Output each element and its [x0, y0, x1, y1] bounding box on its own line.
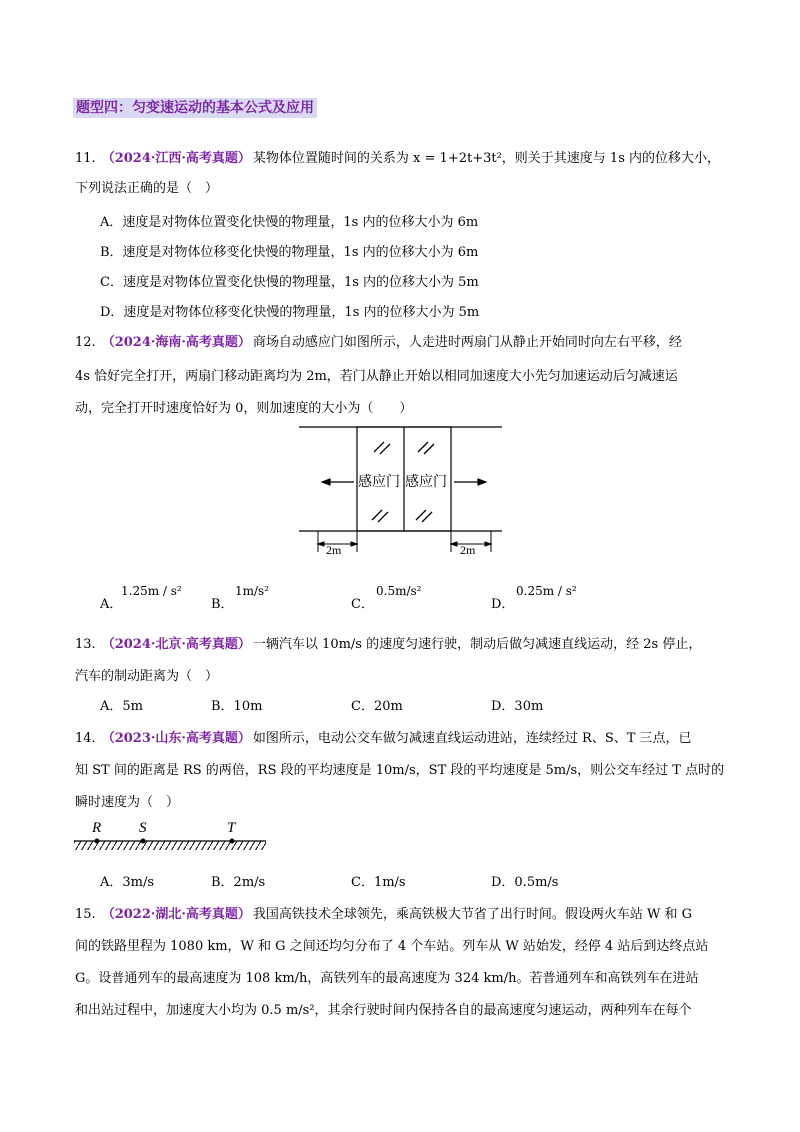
question-14 [75, 730, 692, 748]
question-15-line3: G。设普通列车的最高速度为 108 km/h，高铁列车的最高速度为 324 km/h。若普通列车和高铁列车在进站 [75, 971, 699, 986]
q14-option-b: B．2m/s [211, 875, 266, 890]
question-text: 如图所示，电动公交车做匀减速直线运动进站，连续经过 R、S、T 三点，已 [252, 731, 692, 746]
q11-option-a: A．速度是对物体位置变化快慢的物理量，1s 内的位移大小为 6m [100, 215, 479, 230]
question-text: 某物体位置随时间的关系为 x = 1+2t+3t²，则关于其速度与 1s 内的位移大小， [252, 151, 721, 166]
question-14-line2: 知 ST 间的距离是 RS 的两倍，RS 段的平均速度是 10m/s，ST 段的平均速度是 5m/s，则公交车经过 T 点时的 [75, 763, 725, 778]
label-r: R [92, 820, 102, 836]
question-number: 12. [75, 335, 96, 350]
question-number: 13. [75, 637, 96, 652]
q11-option-c: C．速度是对物体位置变化快慢的物理量，1s 内的位移大小为 5m [100, 275, 479, 290]
question-number: 11. [75, 151, 96, 166]
q14-option-c: C．1m/s [351, 875, 406, 890]
question-12-line2: 4s 恰好完全打开，两扇门移动距离均为 2m，若门从静止开始以相同加速度大小先匀加速运动后匀减速运 [75, 369, 678, 384]
q13-option-a: A．5m [100, 699, 143, 714]
question-number: 15. [75, 907, 96, 922]
label-s: S [139, 820, 147, 836]
q12-option-a-label: A． [100, 597, 123, 612]
question-text: 我国高铁技术全球领先，乘高铁极大节省了出行时间。假设两火车站 W 和 G [252, 907, 693, 922]
question-source: （2022·湖北·高考真题） [101, 907, 251, 922]
sliding-door-figure [296, 424, 506, 556]
question-source: （2024·海南·高考真题） [101, 335, 251, 350]
point-s [141, 839, 146, 844]
question-15-line2: 间的铁路里程为 1080 km，W 和 G 之间还均匀分布了 4 个车站。列车从 W 站始发，经停 4 站后到达终点站 [75, 939, 709, 954]
q14-option-d: D．0.5m/s [491, 875, 559, 890]
question-12 [75, 334, 682, 352]
question-13-line2: 汽车的制动距离为（ ） [75, 669, 219, 684]
q12-option-d-label: D． [491, 597, 515, 612]
dist-left-label: 2m [326, 543, 342, 556]
question-15-line4: 和出站过程中，加速度大小均为 0.5 m/s²，其余行驶时间内保持各自的最高速度匀速运动，两种列车在每个 [75, 1003, 692, 1018]
point-r [95, 839, 100, 844]
q12-option-c-value: 0.5m/s² [376, 584, 422, 598]
question-15 [75, 906, 692, 924]
question-11 [75, 150, 720, 168]
section-title: 题型四：匀变速运动的基本公式及应用 [73, 98, 317, 118]
question-source: （2024·江西·高考真题） [101, 151, 251, 166]
door-right-label: 感应门 [405, 474, 447, 490]
q13-option-d: D．30m [491, 699, 544, 714]
road-hatch [74, 841, 266, 850]
q13-option-c: C．20m [351, 699, 403, 714]
q14-option-a: A．3m/s [100, 875, 155, 890]
road-figure [72, 816, 268, 856]
question-number: 14. [75, 731, 96, 746]
question-source: （2024·北京·高考真题） [101, 637, 251, 652]
point-t [230, 839, 235, 844]
question-11-line2: 下列说法正确的是（ ） [75, 181, 219, 196]
q12-option-b-value: 1m/s² [235, 584, 270, 598]
q12-option-a-value: 1.25m / s² [121, 584, 182, 598]
door-left-label: 感应门 [358, 474, 400, 490]
question-text: 一辆汽车以 10m/s 的速度匀速行驶，制动后做匀减速直线运动，经 2s 停止， [252, 637, 702, 652]
q12-option-c-label: C． [351, 597, 374, 612]
question-13 [75, 636, 701, 654]
question-source: （2023·山东·高考真题） [101, 731, 251, 746]
q12-option-b-label: B． [211, 597, 234, 612]
dist-right-label: 2m [460, 543, 476, 556]
q12-option-d-value: 0.25m / s² [516, 584, 577, 598]
label-t: T [227, 820, 236, 836]
q13-option-b: B．10m [211, 699, 263, 714]
q11-option-d: D．速度是对物体位移变化快慢的物理量，1s 内的位移大小为 5m [100, 305, 480, 320]
q11-option-b: B．速度是对物体位移变化快慢的物理量，1s 内的位移大小为 6m [100, 245, 479, 260]
question-12-line3: 动，完全打开时速度恰好为 0，则加速度的大小为（ ） [75, 401, 413, 416]
question-text: 商场自动感应门如图所示，人走进时两扇门从静止开始同时向左右平移，经 [252, 335, 682, 350]
question-14-line3: 瞬时速度为（ ） [75, 795, 180, 810]
